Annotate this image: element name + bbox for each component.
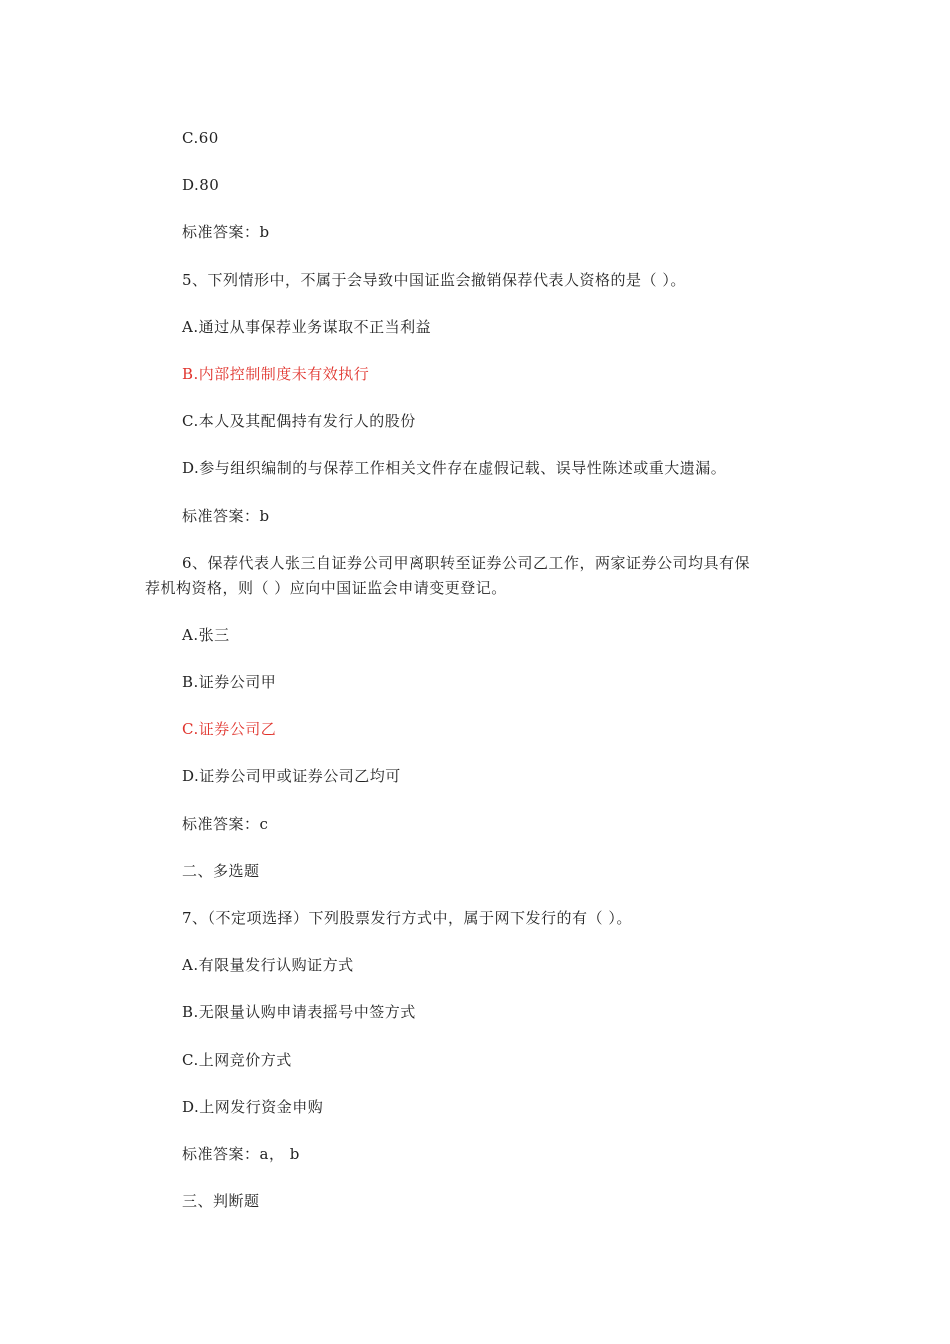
q6-option-b: B.证券公司甲 — [182, 673, 277, 691]
section-heading-multiple-choice: 二、多选题 — [182, 862, 260, 880]
q5-option-d: D.参与组织编制的与保荐工作相关文件存在虚假记载、误导性陈述或重大遗漏。 — [182, 459, 727, 477]
q5-option-c: C.本人及其配偶持有发行人的股份 — [182, 412, 416, 430]
q4-option-c: C.60 — [182, 129, 219, 147]
q6-option-d: D.证券公司甲或证券公司乙均可 — [182, 767, 401, 785]
q5-stem: 5、下列情形中，不属于会导致中国证监会撤销保荐代表人资格的是（ ）。 — [182, 271, 686, 289]
q7-standard-answer: 标准答案：a， b — [182, 1145, 300, 1163]
q5-option-b-correct: B.内部控制制度未有效执行 — [182, 365, 370, 383]
q4-option-d: D.80 — [182, 176, 220, 194]
q7-option-a: A.有限量发行认购证方式 — [182, 956, 354, 974]
q7-option-c: C.上网竞价方式 — [182, 1051, 292, 1069]
q5-option-a: A.通过从事保荐业务谋取不正当利益 — [182, 318, 432, 336]
q6-standard-answer: 标准答案：c — [182, 815, 269, 833]
q4-standard-answer: 标准答案：b — [182, 223, 270, 241]
q7-option-d: D.上网发行资金申购 — [182, 1098, 324, 1116]
q7-option-b: B.无限量认购申请表摇号中签方式 — [182, 1003, 416, 1021]
q6-stem-line-1: 6、保荐代表人张三自证券公司甲离职转至证券公司乙工作，两家证券公司均具有保 — [182, 554, 751, 572]
q6-option-a: A.张三 — [182, 626, 230, 644]
q7-stem: 7、（不定项选择）下列股票发行方式中，属于网下发行的有（ ）。 — [182, 909, 632, 927]
q6-option-c-correct: C.证券公司乙 — [182, 720, 277, 738]
q6-stem-line-2: 荐机构资格，则（ ）应向中国证监会申请变更登记。 — [145, 579, 507, 597]
q5-standard-answer: 标准答案：b — [182, 507, 270, 525]
section-heading-true-false: 三、判断题 — [182, 1192, 260, 1210]
